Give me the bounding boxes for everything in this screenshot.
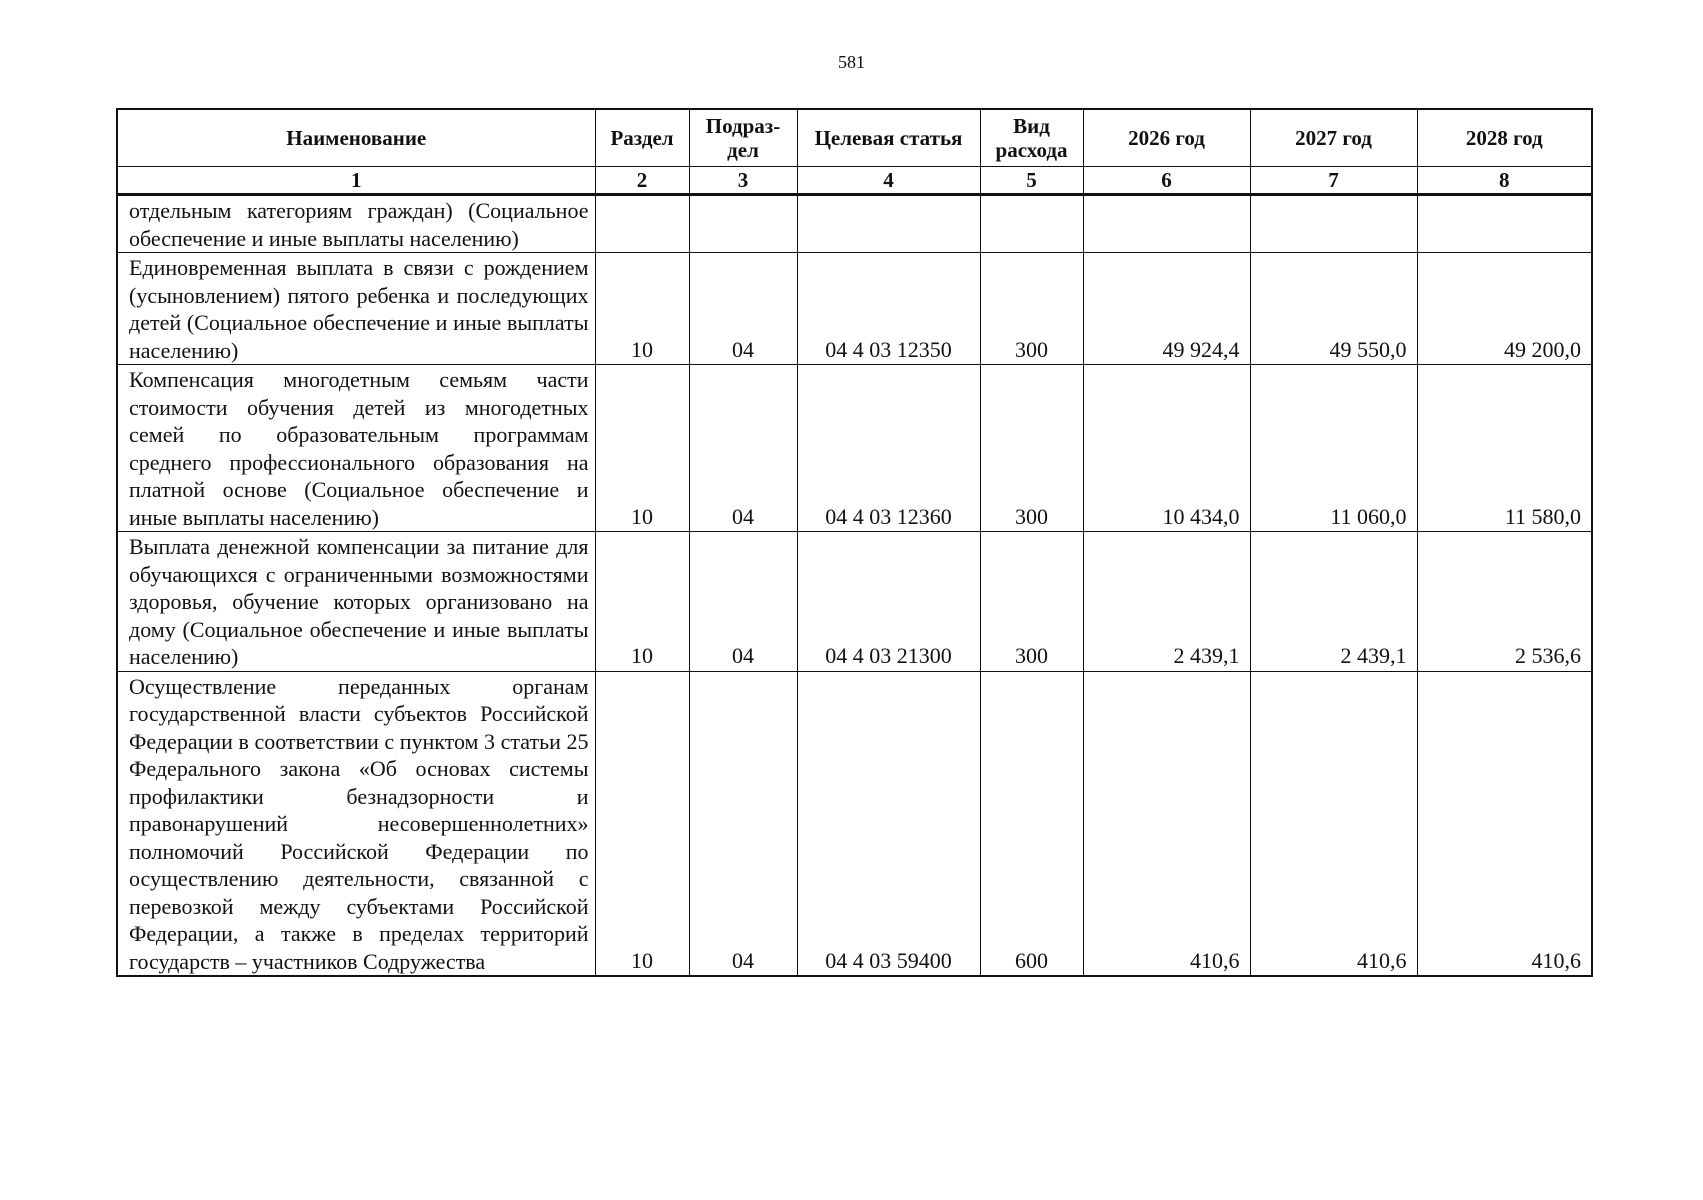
row-section: 10 (595, 532, 689, 672)
row-target: 04 4 03 59400 (797, 671, 980, 976)
row-2027: 410,6 (1250, 671, 1417, 976)
row-2027: 49 550,0 (1250, 253, 1417, 365)
row-expense-type: 600 (980, 671, 1083, 976)
budget-table (116, 108, 1593, 977)
table-row (117, 532, 1592, 672)
row-expense-type: 300 (980, 532, 1083, 672)
header-expense-type: Вид расхода (980, 109, 1083, 167)
row-subsection: 04 (689, 253, 797, 365)
row-name: отдельным категориям граждан) (Социальное обеспечение и иные выплаты населению) (117, 195, 595, 253)
row-section: 10 (595, 365, 689, 532)
header-target: Целевая статья (797, 109, 980, 167)
row-2026: 49 924,4 (1083, 253, 1250, 365)
row-subsection (689, 195, 797, 253)
header-2026: 2026 год (1083, 109, 1250, 167)
column-number: 8 (1417, 167, 1592, 195)
column-number-row (117, 167, 1592, 195)
row-subsection: 04 (689, 365, 797, 532)
row-2026: 2 439,1 (1083, 532, 1250, 672)
row-2028: 2 536,6 (1417, 532, 1592, 672)
column-number: 2 (595, 167, 689, 195)
column-number: 3 (689, 167, 797, 195)
row-target (797, 195, 980, 253)
column-number: 4 (797, 167, 980, 195)
header-name: Наименование (117, 109, 595, 167)
row-2027: 11 060,0 (1250, 365, 1417, 532)
row-section: 10 (595, 253, 689, 365)
row-subsection: 04 (689, 671, 797, 976)
row-name: Осуществление переданных органам государственной власти субъектов Российской Федерации в соответствии с пунктом 3 статьи 25 Федерального закона «Об основах системы профилактики безнадзорности и правонарушений несовершеннолетних» полномочий Российской Федерации по осуществлению деятельности, связанной с перевозкой между субъектами Российской Федерации, а также в пределах территорий государств – участников Содружества (117, 671, 595, 976)
row-2027: 2 439,1 (1250, 532, 1417, 672)
header-section: Раздел (595, 109, 689, 167)
row-target: 04 4 03 12360 (797, 365, 980, 532)
row-name: Выплата денежной компенсации за питание для обучающихся с ограниченными возможностями здоровья, обучение которых организовано на дому (Социальное обеспечение и иные выплаты населению) (117, 532, 595, 672)
row-2028 (1417, 195, 1592, 253)
page-number: 581 (838, 52, 865, 72)
table-row (117, 253, 1592, 365)
row-target: 04 4 03 12350 (797, 253, 980, 365)
row-subsection: 04 (689, 532, 797, 672)
column-number: 5 (980, 167, 1083, 195)
row-section: 10 (595, 671, 689, 976)
row-2028: 11 580,0 (1417, 365, 1592, 532)
row-section (595, 195, 689, 253)
header-subsection: Подраз-дел (689, 109, 797, 167)
table-row (117, 365, 1592, 532)
column-number: 7 (1250, 167, 1417, 195)
header-row (117, 109, 1592, 167)
row-2026: 410,6 (1083, 671, 1250, 976)
row-2028: 49 200,0 (1417, 253, 1592, 365)
row-name: Компенсация многодетным семьям части стоимости обучения детей из многодетных семей по образовательным программам среднего профессионального образования на платной основе (Социальное обеспечение и иные выплаты населению) (117, 365, 595, 532)
row-name: Единовременная выплата в связи с рождением (усыновлением) пятого ребенка и последующих детей (Социальное обеспечение и иные выплаты населению) (117, 253, 595, 365)
table-row (117, 671, 1592, 976)
row-2026 (1083, 195, 1250, 253)
header-2028: 2028 год (1417, 109, 1592, 167)
row-expense-type (980, 195, 1083, 253)
row-expense-type: 300 (980, 365, 1083, 532)
column-number: 1 (117, 167, 595, 195)
row-2026: 10 434,0 (1083, 365, 1250, 532)
row-2028: 410,6 (1417, 671, 1592, 976)
row-target: 04 4 03 21300 (797, 532, 980, 672)
row-expense-type: 300 (980, 253, 1083, 365)
header-2027: 2027 год (1250, 109, 1417, 167)
table-row (117, 195, 1592, 253)
column-number: 6 (1083, 167, 1250, 195)
row-2027 (1250, 195, 1417, 253)
